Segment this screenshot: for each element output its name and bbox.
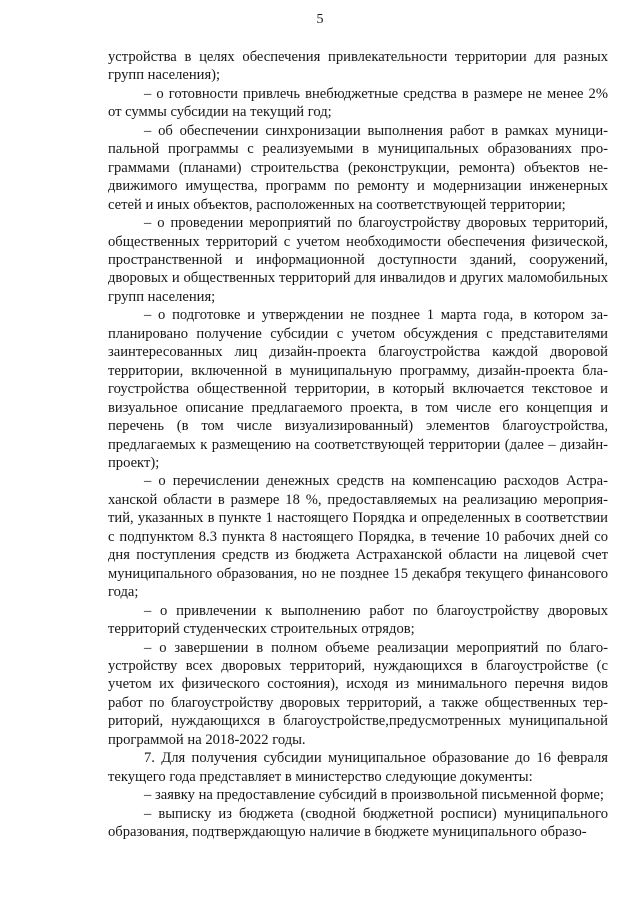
document-body — [108, 48, 608, 841]
paragraph-completion: – о завершении в полном объеме реализации мероприятий по благоустройству всех дворовых территорий, нуждающихся в благоустройстве (с учетом их физического состояния), исходя из минимального перечня видов работ по благоустройству дворовых территорий, а также общественных территорий, нуждающихся в благоустройстве,предусмотренных муниципальной программой на 2018-2022 годы. — [108, 639, 608, 748]
paragraph-continuation: устройства в целях обеспечения привлекательности территории для разных групп населения); — [108, 49, 608, 84]
paragraph-student-teams: – о привлечении к выполнению работ по благоустройству дворовых территорий студенческих строительных отрядов; — [108, 602, 608, 638]
paragraph-synchronization: – об обеспечении синхронизации выполнения работ в рамках муниципальной программы с реализуемыми в муниципальных образованиях программами (планами) строительства (реконструкции, ремонта) объектов недвижимого имущества, программ по ремонту и модернизации инженерных сетей и иных объектов, расположенных на соответствующей территории; — [108, 122, 608, 213]
paragraph-budget-extract: – выписку из бюджета (сводной бюджетной росписи) муниципального образования, подтверждающую наличие в бюджете муниципального образо- — [108, 805, 608, 841]
paragraph-design-project: – о подготовке и утверждении не позднее 1 марта года, в котором запланировано получение субсидии с учетом обсуждения с представителями заинтересованных лиц дизайн-проекта благоустройства каждой дворовой территории, включенной в муниципальную программу, дизайн-проекта благоустройства общественной территории, в который включается текстовое и визуальное описание предлагаемого проекта, в том числе его концепция и перечень (в том числе визуализированный) элементов благоустройства, предлагаемых к размещению на соответствующей территории (далее – дизайн-проект); — [108, 307, 608, 471]
page-number: 5 — [316, 12, 324, 27]
paragraph-compensation: – о перечислении денежных средств на компенсацию расходов Астраханской области в размере 18 %, предоставляемых на реализацию мероприятий, указанных в пункте 1 настоящего Порядка и определенных в соответствии с подпунктом 8.3 пункта 8 настоящего Порядка, в течение 10 рабочих дней со дня поступления средств из бюджета Астраханской области на лицевой счет муниципального образования, но не позднее 15 декабря текущего финансового года; — [108, 473, 608, 601]
paragraph-application: – заявку на предоставление субсидий в произвольной письменной форме; — [144, 787, 604, 804]
paragraph-extrabudgetary-funds: – о готовности привлечь внебюджетные средства в размере не менее 2% от суммы субсидии на текущий год; — [108, 85, 608, 121]
paragraph-accessibility: – о проведении мероприятий по благоустройству дворовых территорий, общественных территорий с учетом необходимости обеспечения физической, пространственной и информационной доступности зданий, сооружений, дворовых и общественных территорий для инвалидов и других маломобильных групп населения; — [108, 215, 608, 305]
paragraph-section-7: 7. Для получения субсидии муниципальное образование до 16 февраля текущего года представляет в министерство следующие документы: — [108, 750, 608, 785]
